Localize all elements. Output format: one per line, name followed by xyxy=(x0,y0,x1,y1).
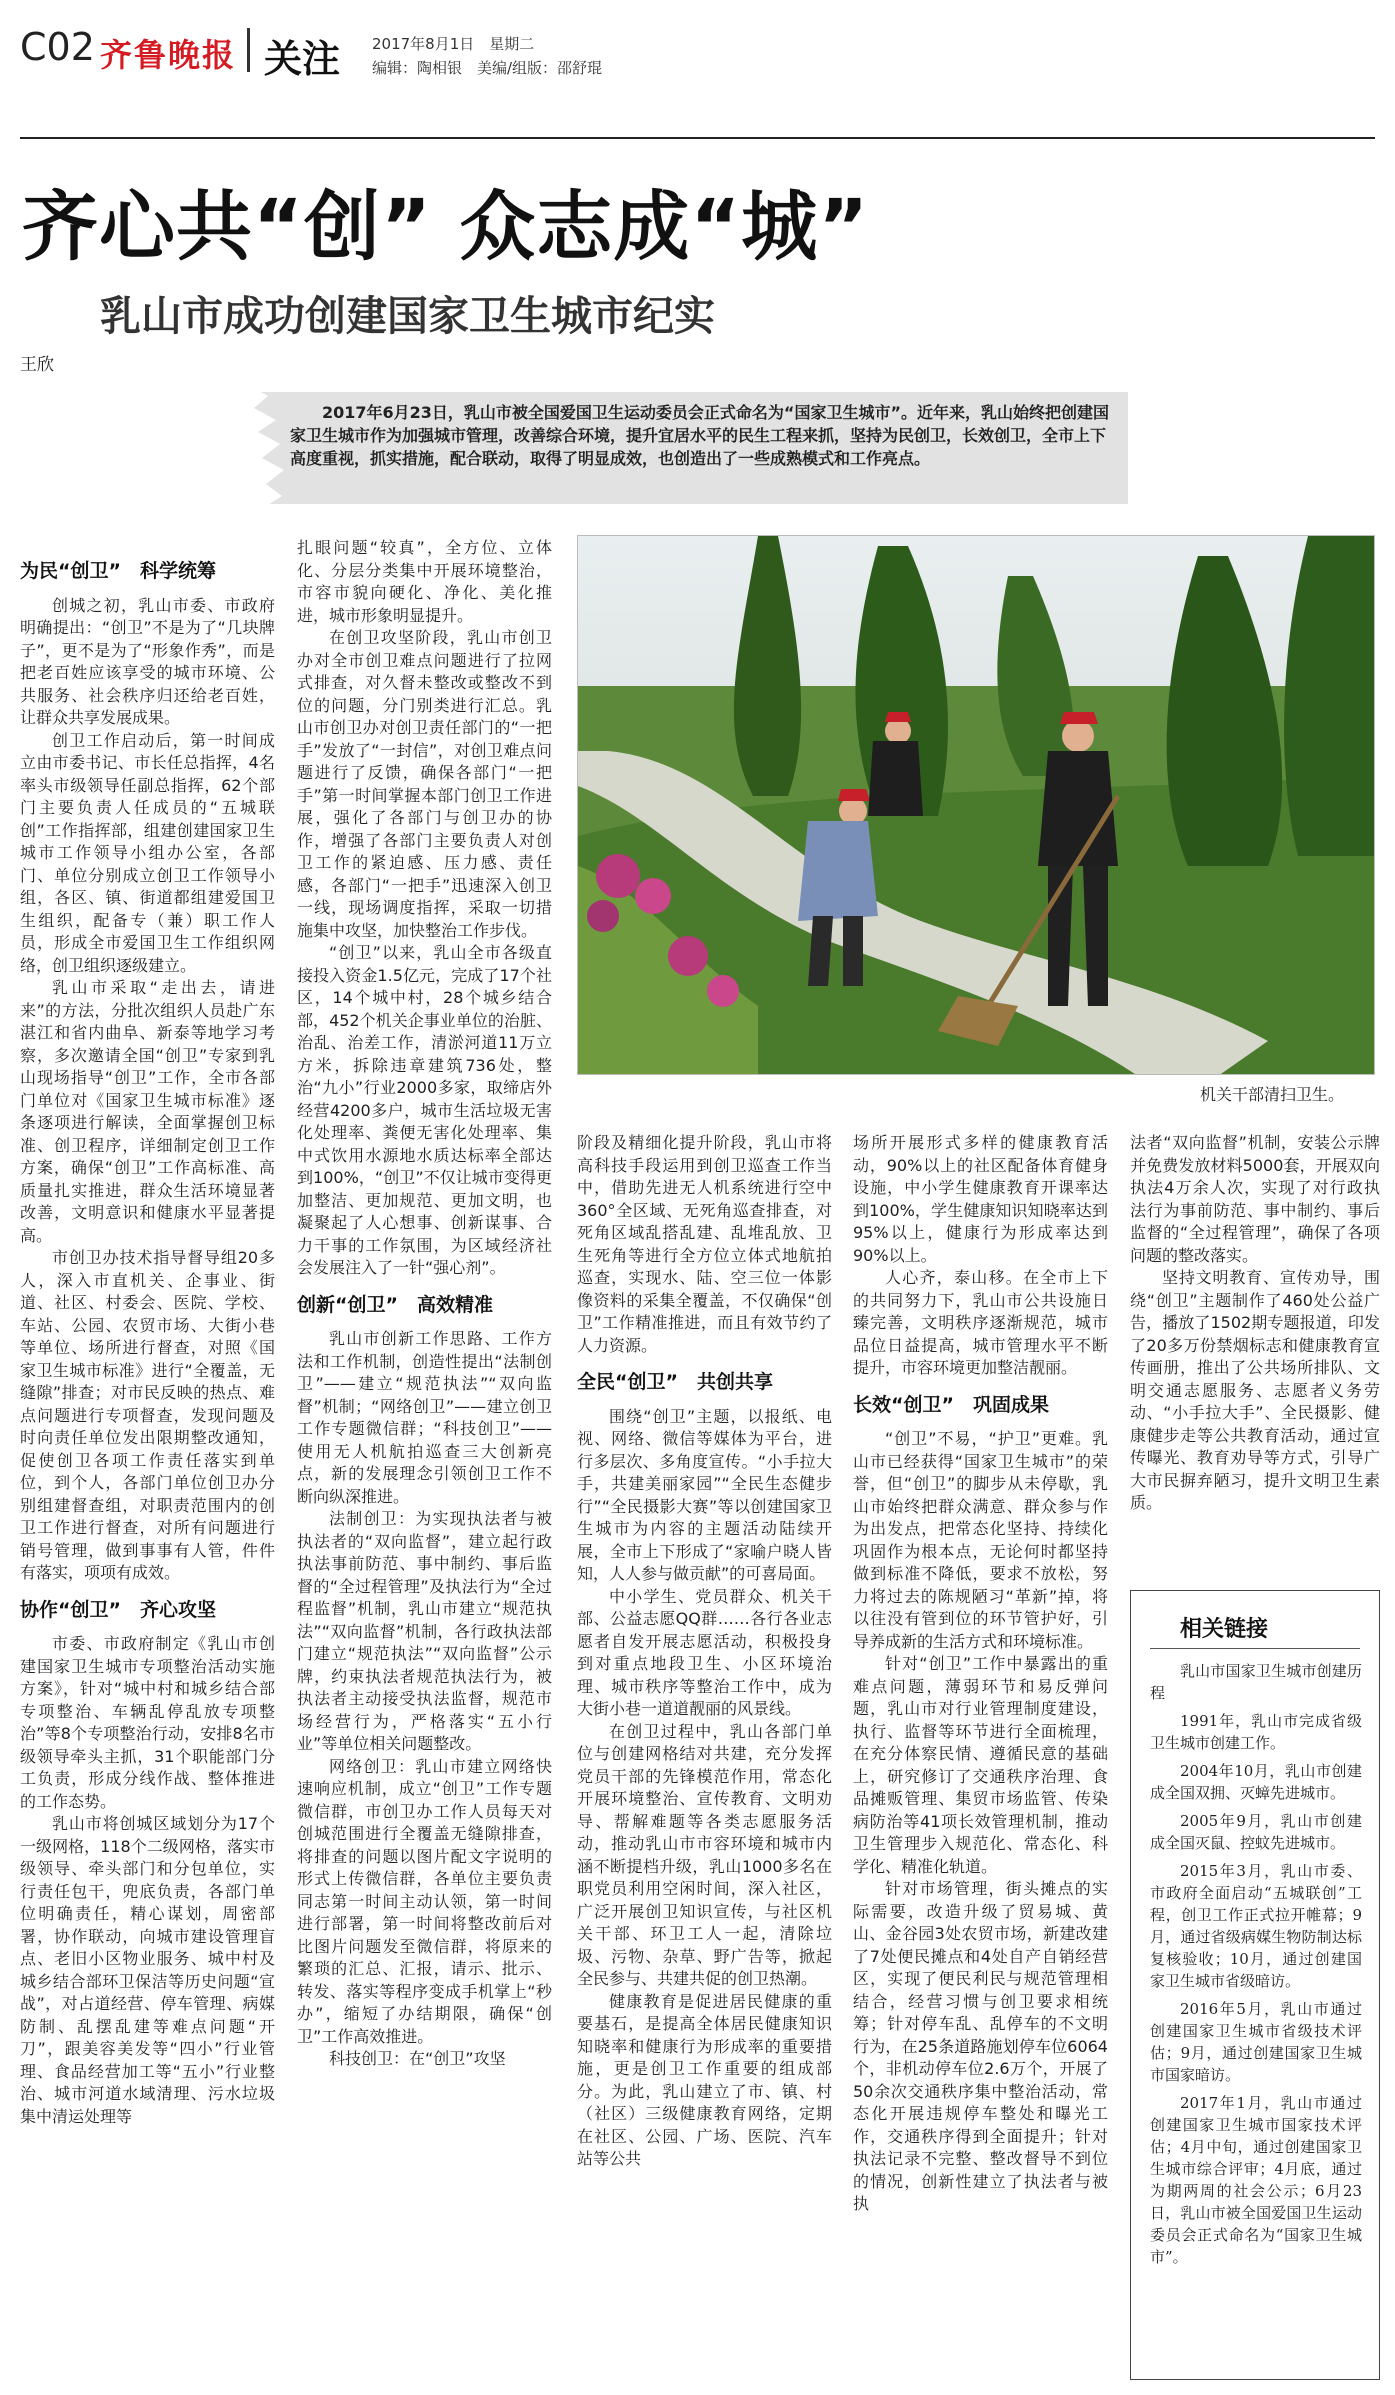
timeline-item: 2015年3月，乳山市委、市政府全面启动“五城联创”工程，创卫工作正式拉开帷幕；9月，通过省级病媒生物防制达标复核验收；10月，通过创建国家卫生城市省级暗访。 xyxy=(1150,1862,1362,1990)
column-5 xyxy=(1130,1132,1380,1582)
byline: 王欣 xyxy=(20,355,54,375)
issue-date: 2017年8月1日 星期二 xyxy=(372,35,535,53)
paragraph: 网络创卫：乳山市建立网络快速响应机制，成立“创卫”工作专题微信群，市创卫办工作人员每天对创城范围进行全覆盖无缝隙排查，将排查的问题以图片配文字说明的形式上传微信群，各单位主要负责同志第一时间主动认领，第一时间进行部署，第一时间将整改前后对比图片问题发至微信群，将原来的繁琐的汇总、汇报，请示、批示、转发、落实等程序变成手机掌上“秒办”，缩短了办结期限，确保“创卫”工作高效推进。 xyxy=(297,1756,552,2046)
paragraph: 乳山市采取“走出去，请进来”的方法，分批次组织人员赴广东湛江和省内曲阜、新泰等地学习考察，多次邀请全国“创卫”专家到乳山现场指导“创卫”工作，全市各部门单位对《国家卫生城市标准》逐条逐项进行解读，全面掌握创卫标准、创卫程序，详细制定创卫工作方案，确保“创卫”工作高标准、高质量扎实推进，群众生活环境显著改善，文明意识和健康水平显著提高。 xyxy=(20,978,275,1245)
header-divider xyxy=(247,28,250,72)
headline: 齐心共“创” 众志成“城” xyxy=(22,182,870,271)
paragraph: 科技创卫：在“创卫”攻坚 xyxy=(329,2049,506,2068)
paragraph: 在创卫攻坚阶段，乳山市创卫办对全市创卫难点问题进行了拉网式排查，对久督未整改或整改不到位的问题，分门别类进行汇总。乳山市创卫办对创卫责任部门的“一把手”发放了“一封信”，对创卫难点问题进行了反馈，确保各部门“一把手”第一时间掌握本部门创卫工作进展，强化了各部门与创卫办的协作，增强了各部门主要负责人对创卫工作的紧迫感、压力感、责任感，各部门“一把手”迅速深入创卫一线，现场调度指挥，采取一切措施集中攻坚，加快整治工作步伐。 xyxy=(297,628,552,940)
timeline-item: 2004年10月，乳山市创建成全国双拥、灭蟑先进城市。 xyxy=(1150,1762,1362,1802)
paragraph: 场所开展形式多样的健康教育活动，90%以上的社区配备体育健身设施，中小学生健康教育开课率达到100%，学生健康知识知晓率达到95%以上，健康行为形成率达到90%以上。 xyxy=(853,1133,1108,1265)
section-heading: 协作“创卫” 齐心攻坚 xyxy=(20,1598,216,1621)
paragraph: 阶段及精细化提升阶段，乳山市将高科技手段运用到创卫巡查工作当中，借助先进无人机系统进行空中360°全区域、无死角巡查排查，对死角区域乱搭乱建、乱堆乱放、卫生死角等进行全方位立体式地航拍巡查，实现水、陆、空三位一体影像资料的采集全覆盖，不仅确保“创卫”工作精准推进，而且有效节约了人力资源。 xyxy=(577,1133,832,1355)
timeline-item: 2017年1月，乳山市通过创建国家卫生城市国家技术评估；4月中旬，通过创建国家卫生城市综合评审；4月底，通过为期两周的社会公示；6月23日，乳山市被全国爱国卫生运动委员会正式命名为“国家卫生城市”。 xyxy=(1150,2094,1362,2266)
column-4 xyxy=(853,1132,1108,2390)
paragraph: 围绕“创卫”主题，以报纸、电视、网络、微信等媒体为平台，进行多层次、多角度宣传。“小手拉大手，共建美丽家园”“全民生态健步行”“全民摄影大赛”等以创建国家卫生城市为内容的主题活动陆续开展，全市上下形成了“家喻户晓人皆知，人人参与做贡献”的可喜局面。 xyxy=(577,1406,832,1583)
paragraph: “创卫”不易，“护卫”更难。乳山市已经获得“国家卫生城市”的荣誉，但“创卫”的脚步从未停歇，乳山市始终把群众满意、群众参与作为出发点，把常态化坚持、持续化巩固作为根本点，无论何时都坚持做到标准不降低，要求不放松，努力将过去的陈规陋习“革新”掉，将以往没有管到位的环节管护好，引导养成新的生活方式和环境标准。 xyxy=(853,1429,1108,1651)
timeline-item: 乳山市国家卫生城市创建历程 xyxy=(1150,1662,1362,1702)
paragraph: 创卫工作启动后，第一时间成立由市委书记、市长任总指挥，4名率头市级领导任副总指挥，62个部门主要负责人任成员的“五城联创”工作指挥部，组建创建国家卫生城市工作领导小组办公室，各部门、单位分别成立创卫工作领导小组，各区、镇、街道都组建爱国卫生组织，配备专（兼）职工作人员，形成全市爱国卫生工作组织网络，创卫组织逐级建立。 xyxy=(20,730,275,975)
timeline-item: 2016年5月，乳山市通过创建国家卫生城市省级技术评估；9月，通过创建国家卫生城市国家暗访。 xyxy=(1150,2000,1362,2084)
paragraph: 市创卫办技术指导督导组20多人，深入市直机关、企事业、街道、社区、村委会、医院、学校、车站、公园、农贸市场、大街小巷等单位、场所进行督查，对照《国家卫生城市标准》进行“全覆盖，无缝隙”排查；对市民反映的热点、难点问题进行专项督查，发现问题及时向责任单位发出限期整改通知，促使创卫各项工作责任落实到单位，到个人，各部门单位创卫办分别组建督查组，对职责范围内的创卫工作进行督查，对所有问题进行销号管理，做到事事有人管，件件有落实，项项有成效。 xyxy=(20,1248,275,1582)
column-1 xyxy=(20,560,275,2390)
paragraph: “创卫”以来，乳山全市各级直接投入资金1.5亿元，完成了17个社区，14个城中村，28个城乡结合部，452个机关企事业单位的治脏、治乱、治差工作，清淤河道11万立方米，拆除违章建筑736处，整治“九小”行业2000多家，取缔店外经营4200多户，城市生活垃圾无害化处理率、粪便无害化处理率、集中式饮用水源地水质达标率全部达到100%，“创卫”不仅让城市变得更加整洁、更加规范、更加文明，也凝聚起了人心想事、创新谋事、合力干事的工作氛围，为区域经济社会发展注入了一针“强心剂”。 xyxy=(297,943,552,1277)
paragraph: 乳山市创新工作思路、工作方法和工作机制，创造性提出“法制创卫”——建立“规范执法”“双向监督”机制；“网络创卫”——建立创卫工作专题微信群；“科技创卫”——使用无人机航拍巡查三大创新亮点，新的发展理念引领创卫工作不断向纵深推进。 xyxy=(297,1329,552,1506)
paragraph: 健康教育是促进居民健康的重要基石，是提高全体居民健康知识知晓率和健康行为形成率的重要措施，更是创卫工作重要的组成部分。为此，乳山建立了市、镇、村（社区）三级健康教育网络，定期在社区、公园、广场、医院、汽车站等公共 xyxy=(577,1991,832,2168)
related-links-body xyxy=(1150,1660,1362,2274)
torn-edge-decoration xyxy=(150,386,310,510)
section-heading: 长效“创卫” 巩固成果 xyxy=(853,1393,1049,1416)
paragraph: 乳山市将创城区域划分为17个一级网格，118个二级网格，落实市级领导、牵头部门和分包单位，实行责任包干，兜底负责，各部门单位明确责任，精心谋划，周密部署，协作联动，向城市建设管理盲点、老旧小区物业服务、城中村及城乡结合部环卫保洁等历史问题“宣战”，对占道经营、停车管理、病媒防制、乱摆乱建等难点问题“开刀”，跟美容美发等“四小”行业管理、食品经营加工等“五小”行业整治、城市河道水域清理、污水垃圾集中清运处理等 xyxy=(20,1814,275,2126)
lead-paragraph: 2017年6月23日，乳山市被全国爱国卫生运动委员会正式命名为“国家卫生城市”。近年来，乳山始终把创建国家卫生城市作为加强城市管理，改善综合环境，提升宜居水平的民生工程来抓，坚持为民创卫，长效创卫，全市上下高度重视，抓实措施，配合联动，取得了明显成效，也创造出了一些成熟模式和工作亮点。 xyxy=(290,403,1109,468)
newspaper-logo: 齐鲁晚报 xyxy=(100,36,237,74)
editors-line: 编辑：陶相银 美编/组版：邵舒琨 xyxy=(372,59,603,77)
photo-illustration xyxy=(578,536,1375,1075)
timeline-item: 2005年9月，乳山市创建成全国灭鼠、控蚊先进城市。 xyxy=(1150,1812,1362,1852)
paragraph: 创城之初，乳山市委、市政府明确提出：“创卫”不是为了“几块牌子”，更不是为了“形象作秀”，而是把老百姓应该享受的城市环境、公共服务、社会秩序归还给老百姓，让群众共享发展成果。 xyxy=(20,595,275,727)
paragraph: 坚持文明教育、宣传劝导，围绕“创卫”主题制作了460处公益广告，播放了1502期专题报道，印发了20多万份禁烟标志和健康教育宣传画册，推出了公共场所排队、文明交通志愿服务、志愿者义务劳动、“小手拉大手”、全民摄影、健康健步走等公共教育活动，通过宣传曝光、教育劝导等方式，引导广大市民摒弃陋习，提升文明卫生素质。 xyxy=(1130,1268,1380,1512)
header-rule xyxy=(20,137,1375,139)
column-3 xyxy=(577,1132,832,2390)
photo-caption: 机关干部清扫卫生。 xyxy=(1200,1085,1345,1104)
paragraph: 针对“创卫”工作中暴露出的重难点问题，薄弱环节和易反弹问题，乳山市对行业管理制度建设，执行、监督等环节进行全面梳理，在充分体察民情、遵循民意的基础上，研究修订了交通秩序治理、食品摊贩管理、集贸市场监管、传染病防治等41项长效管理机制，推动卫生管理步入规范化、常态化、科学化、精准化轨道。 xyxy=(853,1654,1108,1876)
section-heading: 为民“创卫” 科学统筹 xyxy=(20,560,216,582)
paragraph: 法制创卫：为实现执法者与被执法者的“双向监督”，建立起行政执法事前防范、事中制约、事后监督的“全过程管理”及执法行为“全过程监督”机制，乳山市建立“规范执法”“双向监督”机制，各行政执法部门建立“规范执法”“双向监督”公示牌，约束执法者规范执法行为，被执法者主动接受执法监督，规范市场经营行为，严格落实“五小行业”等单位相关问题整改。 xyxy=(297,1509,552,1753)
section-heading: 全民“创卫” 共创共享 xyxy=(577,1371,773,1393)
timeline-item: 1991年，乳山市完成省级卫生城市创建工作。 xyxy=(1150,1712,1362,1752)
paragraph: 人心齐，泰山移。在全市上下的共同努力下，乳山市公共设施日臻完善，文明秩序逐渐规范，城市品位日益提高，城市管理水平不断提升，市容环境更加整洁靓丽。 xyxy=(853,1268,1108,1377)
subheadline: 乳山市成功创建国家卫生城市纪实 xyxy=(100,292,715,340)
section-name: 关注 xyxy=(264,37,341,81)
paragraph: 针对市场管理，街头摊点的实际需要，改造升级了贸易城、黄山、金谷园3处农贸市场，新建改建了7处便民摊点和4处自产自销经营区，实现了便民利民与规范管理相结合，经营习惯与创卫要求相统筹；针对停车乱、乱停车的不文明行为，在25条道路施划停车位6064个，非机动停车位2.6万个，开展了50余次交通秩序集中整治活动，常态化开展违规停车整处和曝光工作，交通秩序得到全面提升；针对执法记录不完整、整改督导不到位的情况，创新性建立了执法者与被执 xyxy=(853,1879,1108,2213)
paragraph: 在创卫过程中，乳山各部门单位与创建网格结对共建，充分发挥党员干部的先锋模范作用，常态化开展环境整治、宣传教育、文明劝导、帮解难题等各类志愿服务活动，推动乳山市市容环境和城市内涵不断提档升级，乳山1000多名在职党员利用空闲时间，深入社区，广泛开展创卫知识宣传，与社区机关干部、环卫工人一起，清除垃圾、污物、杂草、野广告等，掀起全民参与、共建共促的创卫热潮。 xyxy=(577,1721,832,1988)
section-heading: 创新“创卫” 高效精准 xyxy=(297,1293,493,1316)
paragraph: 扎眼问题“较真”，全方位、立体化、分层分类集中开展环境整治，市容市貌向硬化、净化、美化推进，城市形象明显提升。 xyxy=(297,538,552,625)
column-2 xyxy=(297,537,552,2390)
news-photo xyxy=(577,535,1375,1075)
page-number: C02 xyxy=(20,25,95,69)
related-links-rule xyxy=(1150,1648,1360,1649)
paragraph: 法者“双向监督”机制，安装公示牌并免费发放材料5000套，开展双向执法4万余人次，实现了对行政执法行为事前防范、事中制约、事后监督的“全过程管理”，确保了各项问题的整改落实。 xyxy=(1130,1133,1380,1265)
related-links-title: 相关链接 xyxy=(1180,1617,1269,1642)
paragraph: 市委、市政府制定《乳山市创建国家卫生城市专项整治活动实施方案》，针对“城中村和城乡结合部专项整治、车辆乱停乱放专项整治”等8个专项整治行动，安排8名市级领导牵头主抓，31个职能部门分工负责，形成分线作战、整体推进的工作态势。 xyxy=(20,1634,275,1811)
paragraph: 中小学生、党员群众、机关干部、公益志愿QQ群……各行各业志愿者自发开展志愿活动，积极投身到对重点地段卫生、小区环境治理、城市秩序等整治工作中，成为大街小巷一道道靓丽的风景线。 xyxy=(577,1586,832,1718)
